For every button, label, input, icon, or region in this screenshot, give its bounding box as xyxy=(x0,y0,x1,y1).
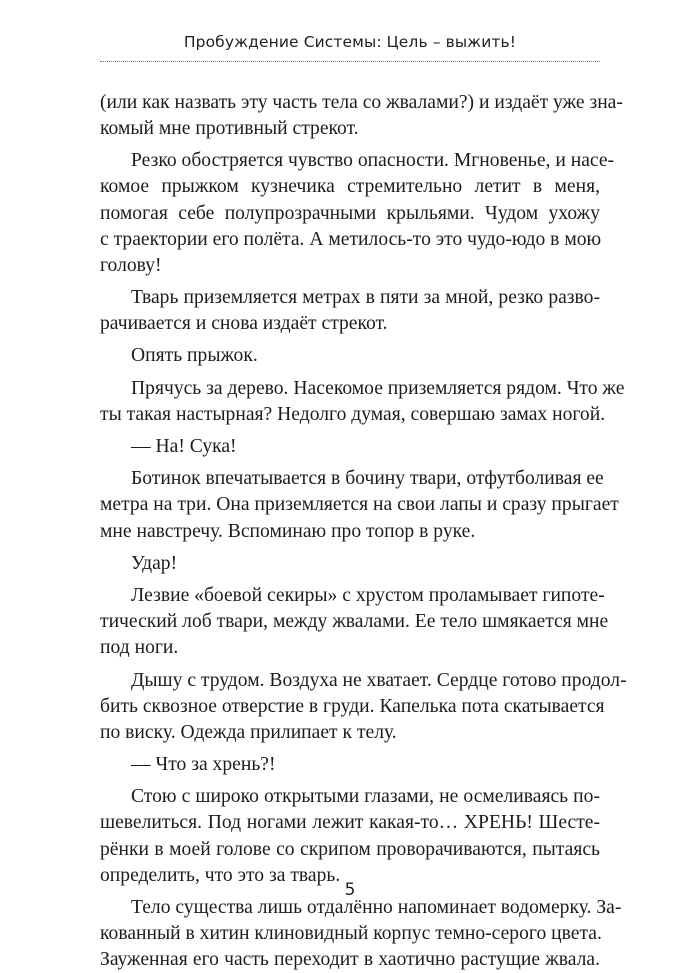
text-line: голову! xyxy=(100,254,162,276)
text-line: ты такая настырная? Недолго думая, совершаю замах ногой. xyxy=(100,403,606,425)
text-line: Опять прыжок. xyxy=(131,345,258,367)
paragraph xyxy=(100,90,623,142)
text-line: метра на три. Она приземляется на свои лапы и сразу прыгает xyxy=(100,494,619,516)
running-header: Пробуждение Системы: Цель – выжить! xyxy=(183,33,517,51)
paragraph xyxy=(100,148,615,278)
text-line: Резко обостряется чувство опасности. Мгновенье, и насе- xyxy=(131,150,615,172)
text-line: тический лоб твари, между жвалами. Ее тело шмякается мне xyxy=(100,611,609,633)
text-line: Тело существа лишь отдалённо напоминает водомерку. За- xyxy=(131,896,622,918)
text-line: по виску. Одежда прилипает к телу. xyxy=(100,721,397,743)
text-line: помогая себе полупрозрачными крыльями. Чудом ухожу xyxy=(100,202,600,224)
text-line: комое прыжком кузнечика стремительно летит в меня, xyxy=(100,176,600,198)
paragraph xyxy=(100,752,600,778)
paragraph xyxy=(100,784,600,888)
body-text xyxy=(100,90,627,973)
text-line: комый мне противный стрекот. xyxy=(100,118,359,140)
paragraph xyxy=(100,583,609,661)
text-line: — На! Сука! xyxy=(131,436,237,458)
text-line: рёнки в моей голове со скрипом проворачиваются, пытаясь xyxy=(100,838,600,860)
paragraph xyxy=(100,466,619,544)
text-line: мне навстречу. Вспоминаю про топор в руке. xyxy=(100,520,476,542)
text-line: Дышу с трудом. Воздуха не хватает. Сердце готово продол- xyxy=(131,669,627,691)
text-line: Удар! xyxy=(131,552,178,574)
page-number: 5 xyxy=(344,880,356,900)
text-line: рачивается и снова издаёт стрекот. xyxy=(100,313,388,335)
text-line: Ботинок впечатывается в бочину твари, отфутболивая ее xyxy=(131,468,604,490)
text-line: шевелиться. Под ногами лежит какая-то… ХРЕНЬ! Шесте- xyxy=(100,812,600,834)
text-line: Стою с широко открытыми глазами, не осмеливаясь по- xyxy=(131,786,600,808)
paragraph xyxy=(100,895,622,973)
paragraph xyxy=(100,285,600,337)
text-line: определить, что это за тварь. xyxy=(100,864,341,886)
text-line: кованный в хитин клиновидный корпус темно-серого цвета. xyxy=(100,922,602,944)
text-line: Лезвие «боевой секиры» с хрустом проламывает гипоте- xyxy=(131,585,605,607)
text-line: бить сквозное отверстие в груди. Капелька пота скатывается xyxy=(100,695,605,717)
text-line: с траектории его полёта. А метилось-то это чудо-юдо в мою xyxy=(100,228,602,250)
paragraph xyxy=(100,434,600,460)
text-line: Зауженная его часть переходит в хаотично растущие жвала. xyxy=(100,949,600,971)
text-line: Прячусь за дерево. Насекомое приземляется рядом. Что же xyxy=(131,377,625,399)
text-line: Тварь приземляется метрах в пяти за мной, резко разво- xyxy=(131,287,600,309)
paragraph xyxy=(100,376,625,428)
paragraph xyxy=(100,668,627,746)
header-divider xyxy=(100,61,600,62)
text-line: — Что за хрень?! xyxy=(131,754,276,776)
text-line: (или как назвать эту часть тела со жвалами?) и издаёт уже зна- xyxy=(100,92,623,113)
paragraph xyxy=(100,551,600,577)
text-line: под ноги. xyxy=(100,637,179,659)
paragraph xyxy=(100,343,600,369)
